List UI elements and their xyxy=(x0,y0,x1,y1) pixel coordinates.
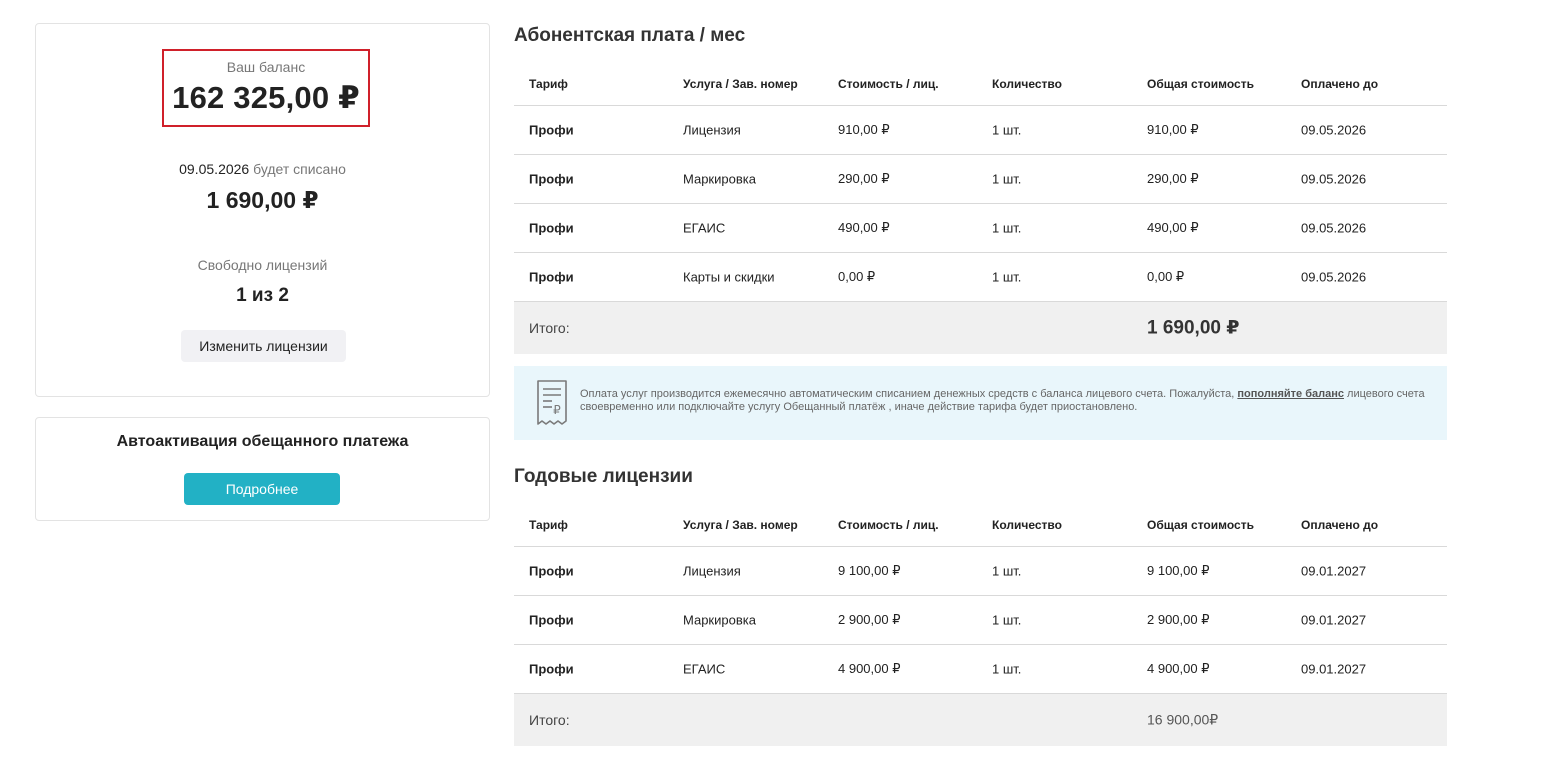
cell-unit-cost: 910,00 ₽ xyxy=(838,122,890,137)
header-total-cost: Общая стоимость xyxy=(1147,517,1254,532)
header-paid-until: Оплачено до xyxy=(1301,76,1379,91)
cell-service: ЕГАИС xyxy=(683,661,726,677)
header-tariff: Тариф xyxy=(529,76,568,91)
table-row xyxy=(514,253,1447,302)
cell-tariff: Профи xyxy=(529,563,574,579)
promise-title: Автоактивация обещанного платежа xyxy=(116,433,409,450)
header-paid-until: Оплачено до xyxy=(1301,517,1379,532)
cell-unit-cost: 490,00 ₽ xyxy=(838,220,890,235)
cell-tariff: Профи xyxy=(529,171,574,187)
total-row xyxy=(514,302,1447,354)
cell-service: ЕГАИС xyxy=(683,220,726,236)
balance-card xyxy=(35,23,490,397)
yearly-title: Годовые лицензии xyxy=(514,466,693,487)
cell-paid-until: 09.05.2026 xyxy=(1301,171,1367,187)
cell-unit-cost: 2 900,00 ₽ xyxy=(838,612,901,627)
cell-tariff: Профи xyxy=(529,661,574,677)
yearly-table xyxy=(514,503,1447,746)
info-text-before: Оплата услуг производится ежемесячно автоматическим списанием денежных средств с баланса лицевого счета. Пожалуйста, xyxy=(580,388,1238,400)
licenses-value: 1 из 2 xyxy=(236,285,289,306)
cell-total-cost: 9 100,00 ₽ xyxy=(1147,563,1210,578)
cell-service: Маркировка xyxy=(683,171,756,187)
cell-tariff: Профи xyxy=(529,269,574,285)
monthly-table xyxy=(514,62,1447,354)
table-row xyxy=(514,547,1447,596)
cell-quantity: 1 шт. xyxy=(992,220,1022,236)
table-row xyxy=(514,204,1447,253)
charge-date: 09.05.2026 xyxy=(179,161,250,177)
balance-label: Ваш баланс xyxy=(226,59,306,75)
cell-total-cost: 290,00 ₽ xyxy=(1147,171,1199,186)
monthly-title: Абонентская плата / мес xyxy=(514,25,746,46)
cell-total-cost: 490,00 ₽ xyxy=(1147,220,1199,235)
cell-quantity: 1 шт. xyxy=(992,171,1022,187)
cell-quantity: 1 шт. xyxy=(992,612,1022,628)
top-up-balance-link[interactable]: пополняйте баланс xyxy=(1237,388,1344,400)
cell-tariff: Профи xyxy=(529,220,574,236)
cell-paid-until: 09.05.2026 xyxy=(1301,122,1367,138)
cell-service: Маркировка xyxy=(683,612,756,628)
cell-quantity: 1 шт. xyxy=(992,122,1022,138)
charge-text: будет списано xyxy=(249,161,346,177)
table-row xyxy=(514,155,1447,204)
header-tariff: Тариф xyxy=(529,517,568,532)
cell-paid-until: 09.01.2027 xyxy=(1301,563,1367,579)
receipt-ruble-icon xyxy=(532,378,572,426)
change-licenses-button[interactable]: Изменить лицензии xyxy=(181,330,346,362)
header-total-cost: Общая стоимость xyxy=(1147,76,1254,91)
svg-text:₽: ₽ xyxy=(553,403,561,417)
cell-quantity: 1 шт. xyxy=(992,563,1022,579)
licenses-label: Свободно лицензий xyxy=(197,257,328,273)
info-box xyxy=(514,366,1447,440)
more-details-button[interactable]: Подробнее xyxy=(184,473,340,505)
table-row xyxy=(514,106,1447,155)
cell-service: Карты и скидки xyxy=(683,269,775,285)
info-text-after: лицевого счета своевременно или подключайте услугу Обещанный платёж , иначе действие тарифа будет приостановлено. xyxy=(580,388,1425,413)
cell-paid-until: 09.05.2026 xyxy=(1301,269,1367,285)
cell-quantity: 1 шт. xyxy=(992,661,1022,677)
header-unit-cost: Стоимость / лиц. xyxy=(838,517,939,532)
cell-tariff: Профи xyxy=(529,122,574,138)
cell-service: Лицензия xyxy=(683,122,741,138)
table-header xyxy=(514,62,1447,106)
balance-highlight xyxy=(162,49,370,127)
cell-total-cost: 4 900,00 ₽ xyxy=(1147,661,1210,676)
cell-paid-until: 09.05.2026 xyxy=(1301,220,1367,236)
cell-unit-cost: 290,00 ₽ xyxy=(838,171,890,186)
charge-line xyxy=(36,161,489,177)
total-value: 1 690,00 ₽ xyxy=(1147,317,1240,339)
cell-quantity: 1 шт. xyxy=(992,269,1022,285)
cell-unit-cost: 9 100,00 ₽ xyxy=(838,563,901,578)
total-row xyxy=(514,694,1447,746)
header-unit-cost: Стоимость / лиц. xyxy=(838,76,939,91)
info-text xyxy=(580,388,1430,414)
total-label: Итого: xyxy=(529,320,570,336)
header-service: Услуга / Зав. номер xyxy=(683,76,798,91)
cell-unit-cost: 4 900,00 ₽ xyxy=(838,661,901,676)
balance-value: 162 325,00 ₽ xyxy=(172,80,360,115)
total-label: Итого: xyxy=(529,712,570,728)
cell-unit-cost: 0,00 ₽ xyxy=(838,269,876,284)
charge-value: 1 690,00 ₽ xyxy=(206,187,319,213)
table-row xyxy=(514,645,1447,694)
header-service: Услуга / Зав. номер xyxy=(683,517,798,532)
table-row xyxy=(514,596,1447,645)
cell-total-cost: 910,00 ₽ xyxy=(1147,122,1199,137)
header-quantity: Количество xyxy=(992,76,1062,91)
cell-tariff: Профи xyxy=(529,612,574,628)
cell-paid-until: 09.01.2027 xyxy=(1301,612,1367,628)
cell-service: Лицензия xyxy=(683,563,741,579)
table-header xyxy=(514,503,1447,547)
total-value: 16 900,00₽ xyxy=(1147,711,1219,728)
cell-paid-until: 09.01.2027 xyxy=(1301,661,1367,677)
cell-total-cost: 2 900,00 ₽ xyxy=(1147,612,1210,627)
promise-card xyxy=(35,417,490,521)
cell-total-cost: 0,00 ₽ xyxy=(1147,269,1185,284)
header-quantity: Количество xyxy=(992,517,1062,532)
